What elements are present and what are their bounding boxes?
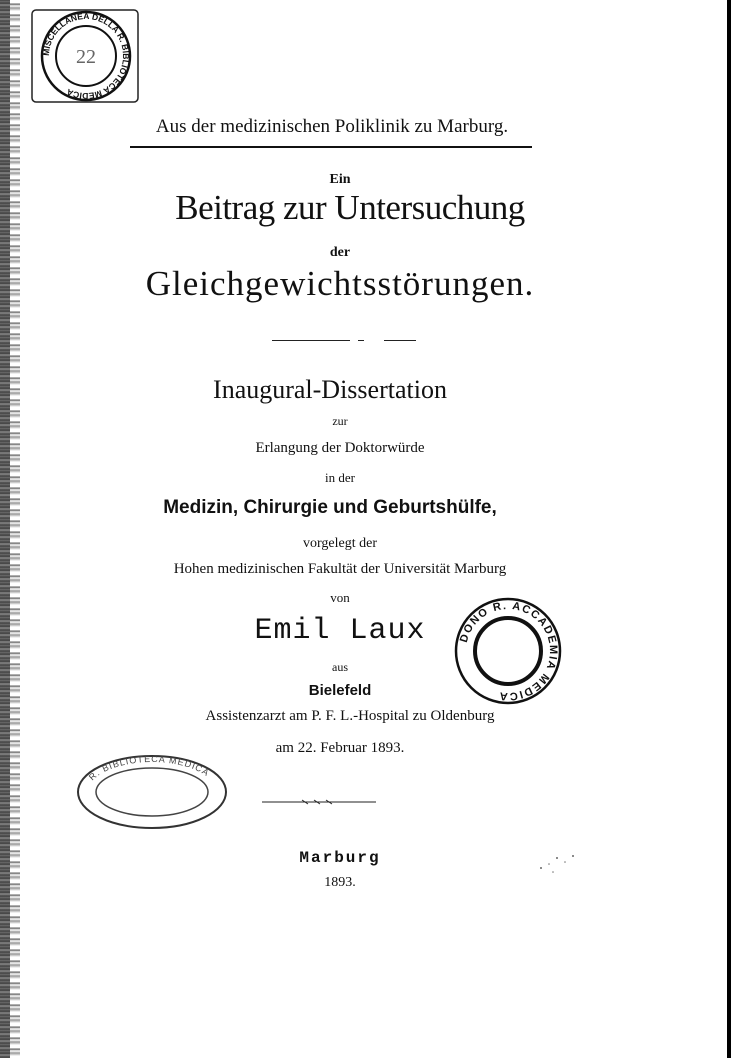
imprint-separator (262, 799, 376, 805)
text-von: von (330, 590, 350, 605)
faculty-subjects: Medizin, Chirurgie und Geburtshülfe, (163, 497, 497, 518)
stamp-top-left-ring-text: MISCELLANEA DELLA R. BIBLIOTECA MEDICA (40, 10, 132, 102)
library-stamp-top-left (30, 8, 140, 104)
scan-left-edge (0, 0, 18, 1058)
text-zur: zur (332, 414, 348, 428)
ink-specks (535, 850, 580, 876)
imprint-year: 1893. (324, 875, 356, 890)
academy-stamp (452, 596, 564, 706)
header-rule (130, 146, 532, 148)
academy-stamp-text: DONO R. ACCADEMIA MEDICA (457, 599, 560, 703)
title-der: der (329, 245, 351, 260)
title-line-1: Beitrag zur Untersuchung (175, 188, 525, 227)
imprint-place: Marburg (299, 849, 381, 867)
scan-right-edge (727, 0, 731, 1058)
oval-library-stamp (74, 752, 230, 832)
author-city: Bielefeld (308, 682, 372, 699)
text-vorgelegt: vorgelegt der (303, 536, 377, 551)
author-position: Assistenzarzt am P. F. L.-Hospital zu Oldenburg (205, 708, 495, 724)
oval-stamp-text: R. BIBLIOTECA MEDICA (86, 753, 212, 783)
title-ein: Ein (329, 172, 351, 187)
institute-header: Aus der medizinischen Poliklinik zu Marburg. (155, 116, 509, 137)
text-aus: aus (332, 660, 348, 674)
title-separator (272, 340, 416, 342)
stamp-top-left-number: 22 (76, 46, 96, 68)
university-faculty: Hohen medizinischen Fakultät der Universität Marburg (173, 561, 507, 577)
text-in-der: in der (325, 470, 355, 485)
text-erlangung: Erlangung der Doktorwürde (255, 440, 425, 456)
title-line-2: Gleichgewichtsstörungen. (145, 264, 535, 303)
author-name: Emil Laux (254, 614, 426, 648)
dissertation-type: Inaugural-Dissertation (213, 375, 447, 404)
submission-date: am 22. Februar 1893. (275, 740, 405, 756)
